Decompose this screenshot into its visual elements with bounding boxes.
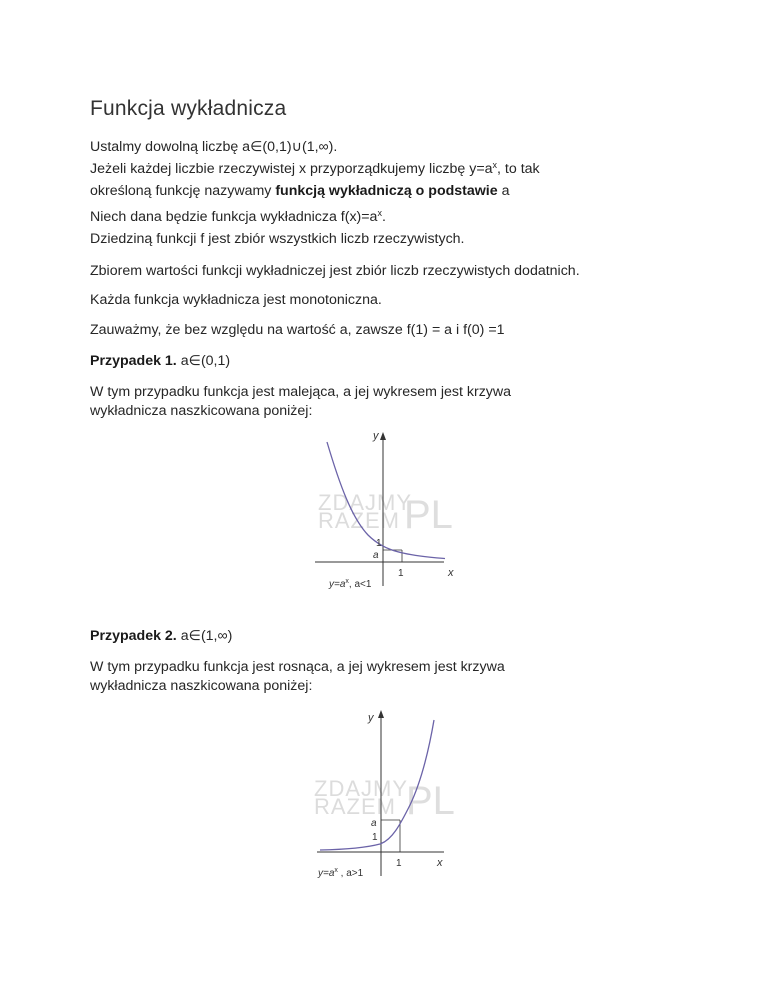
paragraph-line: Zauważmy, że bez względu na wartość a, zawsze f(1) = a i f(0) =1 — [90, 322, 505, 338]
superscript: x — [377, 208, 382, 218]
paragraph-line: W tym przypadku funkcja jest rosnąca, a jej wykresem jest krzywa — [90, 659, 505, 675]
bold-term: Przypadek 2. — [90, 628, 177, 644]
watermark-text: PL — [406, 779, 455, 823]
paragraph-line: Dziedziną funkcji f jest zbiór wszystkich liczb rzeczywistych. — [90, 231, 465, 247]
bold-term: Przypadek 1. — [90, 353, 177, 369]
watermark-text: RAZEM — [314, 794, 396, 819]
y-label: y — [373, 430, 379, 442]
watermark-text: ZDAJMY — [318, 490, 412, 515]
a-label: a — [371, 818, 377, 829]
x-label: x — [448, 567, 454, 579]
graph-caption — [317, 867, 364, 879]
paragraph-line: Ustalmy dowolną liczbę a∈(0,1)∪(1,∞). — [90, 139, 338, 155]
a-label: a — [373, 550, 379, 561]
text-span: a∈(0,1) — [176, 353, 231, 369]
y-tick-one: 1 — [372, 832, 378, 843]
text-span: a∈(1,∞) — [176, 628, 233, 644]
caption-text: , a>1 — [337, 868, 364, 879]
y-axis-arrow — [378, 710, 384, 718]
paragraph-line: wykładnicza naszkicowana poniżej: — [90, 678, 313, 694]
text-span: Niech dana będzie funkcja wykładnicza f(x)=a — [90, 209, 378, 225]
superscript: x — [492, 160, 498, 170]
watermark-text: ZDAJMY — [314, 776, 408, 801]
caption-text: y=a — [318, 868, 335, 879]
caption-sup: x — [345, 578, 349, 585]
y-tick-one: 1 — [376, 538, 382, 549]
caption-sup: x — [334, 867, 338, 874]
y-label: y — [368, 712, 374, 724]
text-span: . — [381, 209, 386, 225]
paragraph-line: W tym przypadku funkcja jest malejąca, a jej wykresem jest krzywa — [90, 384, 512, 400]
watermark-text: PL — [404, 493, 453, 537]
text-span: Jeżeli każdej liczbie rzeczywistej x przyporządkujemy liczbę y=a — [90, 161, 493, 177]
watermark-text: RAZEM — [318, 508, 400, 533]
caption-text: y=a — [329, 579, 346, 590]
page-title: Funkcja wykładnicza — [90, 97, 287, 120]
text-span: , to tak — [497, 161, 540, 177]
paragraph-line: Każda funkcja wykładnicza jest monotoniczna. — [90, 292, 382, 308]
watermark — [314, 776, 455, 823]
x-tick-one: 1 — [396, 858, 402, 869]
text-span: a — [497, 183, 510, 199]
paragraph-line: wykładnicza naszkicowana poniżej: — [90, 403, 313, 419]
x-tick-one: 1 — [398, 568, 404, 579]
text-span: określoną funkcję nazywamy — [90, 183, 276, 199]
paragraph-line: Zbiorem wartości funkcji wykładniczej jest zbiór liczb rzeczywistych dodatnich. — [90, 263, 580, 279]
x-label: x — [437, 857, 443, 869]
caption-text: , a<1 — [348, 579, 372, 590]
bold-term: funkcją wykładniczą o podstawie — [275, 183, 498, 199]
